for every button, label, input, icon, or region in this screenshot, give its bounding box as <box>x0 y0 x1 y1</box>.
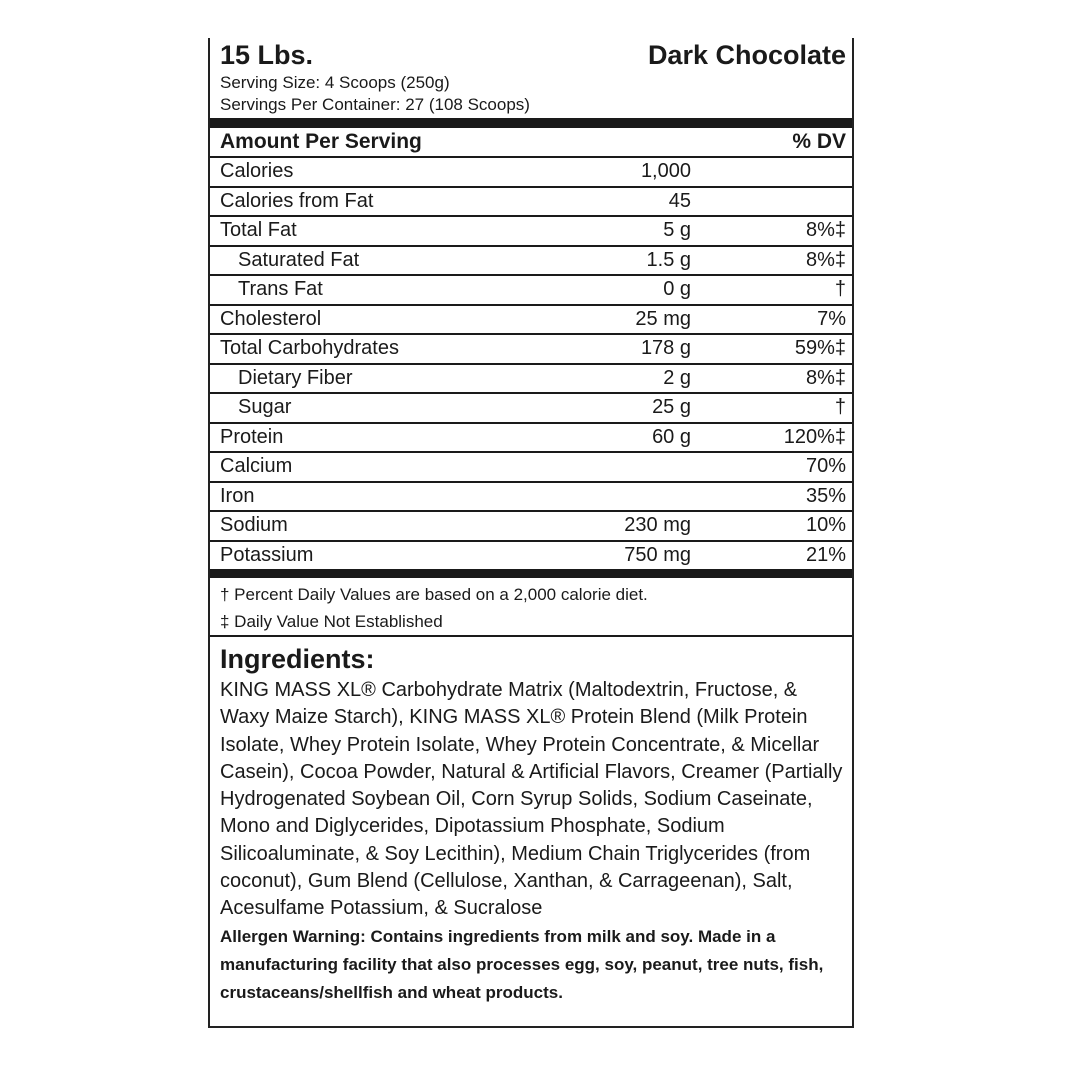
nutrient-row <box>210 365 852 395</box>
nutrient-row <box>210 512 852 542</box>
nutrient-row <box>210 335 852 365</box>
nutrient-row <box>210 217 852 247</box>
amount-per-serving-heading: Amount Per Serving <box>220 130 422 153</box>
footnote-double-dagger: ‡ Daily Value Not Established <box>210 609 852 637</box>
nutrient-name: Protein <box>220 425 284 448</box>
nutrient-amount: 0 g <box>663 278 691 301</box>
nutrient-row <box>210 453 852 483</box>
nutrient-row <box>210 483 852 513</box>
nutrient-dv: 35% <box>805 484 846 507</box>
serving-size: Serving Size: 4 Scoops (250g) <box>220 73 450 92</box>
nutrient-amount: 45 <box>668 189 691 212</box>
nutrient-amount: 25 mg <box>635 307 691 330</box>
nutrient-row <box>210 394 852 424</box>
dv-heading: % DV <box>792 130 846 153</box>
divider-thick-bottom <box>210 569 852 578</box>
nutrient-row <box>210 247 852 277</box>
nutrient-amount: 1.5 g <box>646 248 691 271</box>
servings-per-container: Servings Per Container: 27 (108 Scoops) <box>220 95 530 114</box>
nutrient-dv: 120%‡ <box>783 425 846 448</box>
ingredients-title: Ingredients: <box>220 644 375 674</box>
nutrient-row <box>210 158 852 188</box>
nutrient-amount: 60 g <box>652 425 691 448</box>
nutrient-name: Calcium <box>220 455 293 478</box>
nutrient-name: Sugar <box>238 396 292 419</box>
nutrient-name: Trans Fat <box>238 278 323 301</box>
nutrient-amount: 5 g <box>663 219 691 242</box>
nutrient-dv: 70% <box>805 455 846 478</box>
nutrient-dv: † <box>834 396 846 419</box>
nutrient-amount: 230 mg <box>624 514 691 537</box>
nutrient-dv: 21% <box>805 543 846 566</box>
ingredients-text: KING MASS XL® Carbohydrate Matrix (Maltodextrin, Fructose, & Waxy Maize Starch), KING MASS XL® Protein Blend (Milk Protein Isolate, Whey Protein Isolate, Whey Protein Concentrate, & Micellar Casein), Cocoa Powder, Natural & Artificial Flavors, Creamer (Partially Hydrogenated Soybean Oil, Corn Syrup Solids, Sodium Caseinate, Mono and Diglycerides, Dipotassium Phosphate, Sodium Silicoaluminate, & Soy Lecithin), Medium Chain Triglycerides (from coconut), Gum Blend (Cellulose, Xanthan, & Carrageenan), Salt, Acesulfame Potassium, & Sucralose <box>220 679 843 920</box>
nutrient-name: Dietary Fiber <box>238 366 353 389</box>
footnote-dagger: † Percent Daily Values are based on a 2,000 calorie diet. <box>220 585 648 604</box>
nutrient-row <box>210 424 852 454</box>
nutrient-dv: 8%‡ <box>805 366 846 389</box>
nutrient-name: Iron <box>220 484 255 507</box>
nutrient-amount: 178 g <box>640 337 691 360</box>
nutrition-label <box>208 38 854 1028</box>
nutrient-amount: 1,000 <box>640 160 691 183</box>
allergen-warning: Allergen Warning: Contains ingredients from milk and soy. Made in a manufacturing facility that also processes egg, soy, peanut, tree nuts, fish, crustaceans/shellfish and wheat products. <box>220 926 824 1002</box>
nutrient-amount: 750 mg <box>624 543 691 566</box>
nutrient-name: Total Fat <box>220 219 297 242</box>
nutrient-dv: 10% <box>805 514 846 537</box>
nutrient-row <box>210 306 852 336</box>
nutrient-name: Calories from Fat <box>220 189 374 212</box>
nutrient-row <box>210 276 852 306</box>
label-header <box>220 38 846 72</box>
nutrient-dv: † <box>834 278 846 301</box>
container-weight: 15 Lbs. <box>220 40 314 70</box>
nutrient-amount: 2 g <box>663 366 691 389</box>
nutrient-row <box>210 542 852 570</box>
nutrient-dv: 59%‡ <box>794 337 846 360</box>
nutrient-name: Cholesterol <box>220 307 322 330</box>
divider-thick <box>210 118 852 128</box>
nutrient-name: Calories <box>220 160 294 183</box>
nutrient-name: Total Carbohydrates <box>220 337 399 360</box>
nutrient-table <box>220 158 846 569</box>
nutrient-name: Saturated Fat <box>238 248 360 271</box>
flavor-name: Dark Chocolate <box>647 40 846 70</box>
nutrient-dv: 8%‡ <box>805 248 846 271</box>
table-header <box>210 128 852 158</box>
nutrient-dv: 8%‡ <box>805 219 846 242</box>
nutrient-amount: 25 g <box>652 396 691 419</box>
nutrient-dv: 7% <box>817 307 846 330</box>
nutrient-name: Potassium <box>220 543 314 566</box>
nutrient-name: Sodium <box>220 514 288 537</box>
nutrient-row <box>210 188 852 218</box>
